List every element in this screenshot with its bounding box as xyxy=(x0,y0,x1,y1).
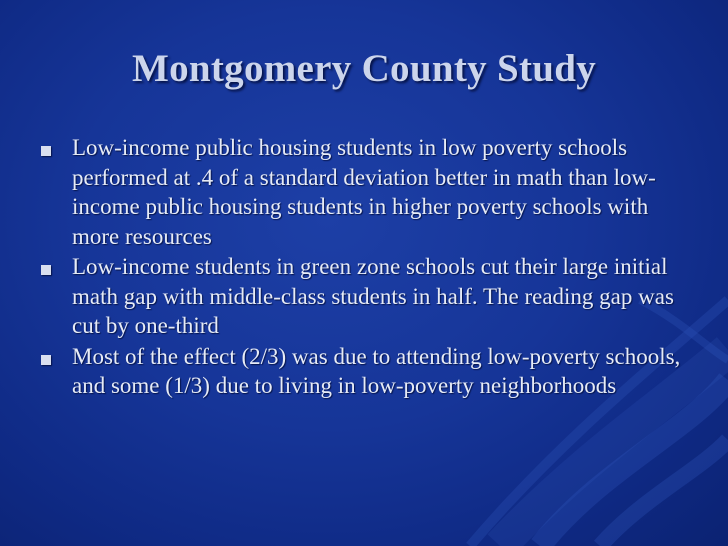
slide-title: Montgomery County Study xyxy=(131,47,597,90)
bullet-list xyxy=(36,133,696,402)
square-bullet-icon xyxy=(41,146,51,156)
square-bullet-icon xyxy=(41,355,51,365)
bullet-text: Most of the effect (2/3) was due to attending low-poverty schools, and some (1/3) due to living in low-poverty neighborhoods xyxy=(72,343,681,398)
bullet-item xyxy=(36,133,696,251)
bullet-item xyxy=(36,342,696,401)
square-bullet-icon xyxy=(41,265,51,275)
bullet-text: Low-income public housing students in low poverty schools performed at .4 of a standard deviation better in math than low-income public housing students in higher poverty schools with more resources xyxy=(72,135,656,249)
bullet-item xyxy=(36,252,696,341)
bullet-text: Low-income students in green zone schools cut their large initial math gap with middle-class students in half. The reading gap was cut by one-third xyxy=(72,254,674,338)
